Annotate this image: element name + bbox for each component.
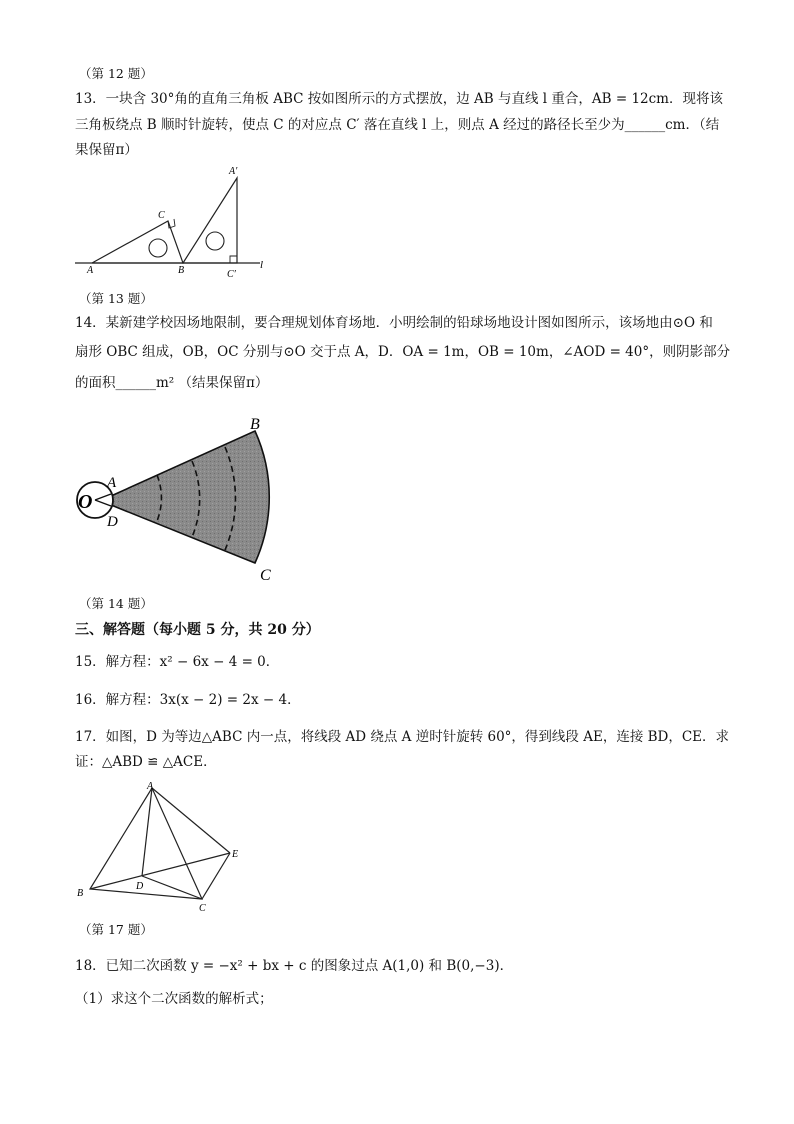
shaded-sector [111,431,269,563]
segment-ce [202,853,230,899]
caption-q14: （第 14 题） [79,596,153,611]
q14-text-line2: 扇形 OBC 组成，OB，OC 分别与⊙O 交于点 A，D．OA = 1m，OB = 10m，∠AOD = 40°，则阴影部分 [75,344,731,360]
q15-text: 15．解方程：x² − 6x − 4 = 0． [75,654,280,670]
triangle-a2bc2 [183,178,237,263]
q17-figure [72,778,252,914]
label-a-prime: A′ [229,166,238,177]
label-b: B [178,265,185,276]
q14-text-line1: 14．某新建学校因场地限制，要合理规划体育场地．小明绘制的铅球场地设计图如图所示，该场地由⊙O 和 [75,315,713,331]
q14-text-line3: 的面积______m² （结果保留π） [75,375,269,391]
right-angle-c2 [230,256,237,263]
caption-q13: （第 13 题） [79,291,153,306]
section-3-heading: 三、解答题（每小题 5 分，共 20 分） [75,622,320,638]
segment-ae [152,788,230,853]
q13-figure [72,162,277,280]
hole-a2bc2 [206,232,224,250]
label-d: D [136,881,144,892]
label-a: A [87,265,94,276]
q13-text-line2: 三角板绕点 B 顺时针旋转，使点 C 的对应点 C′ 落在直线 l 上，则点 A 经过的路径长至少为______cm．（结 [75,117,720,133]
label-e: E [232,849,239,860]
label-c-prime: C′ [227,269,236,280]
q13-text-line1: 13．一块含 30°角的直角三角板 ABC 按如图所示的方式摆放，边 AB 与直线 l 重合，AB = 12cm．现将该 [75,91,723,107]
hole-abc [149,239,167,257]
q14-figure [70,405,288,590]
label-c: C [158,210,165,221]
segment-be [90,853,230,889]
q13-text-line3: 果保留π） [75,142,138,158]
label-b: B [77,888,84,899]
label-c: C [199,903,206,914]
label-o: O [78,491,93,513]
label-d: D [107,514,118,530]
label-a: A [107,475,117,491]
label-l: l [260,259,264,271]
label-c: C [260,567,271,584]
q18-text-line2: （1）求这个二次函数的解析式； [75,991,273,1007]
label-a: A [147,781,154,792]
q16-text: 16．解方程：3x(x − 2) = 2x − 4． [75,692,301,708]
label-b: B [250,416,260,433]
q18-text-line1: 18．已知二次函数 y = −x² + bx + c 的图象过点 A(1,0) 和 B(0,−3)． [75,958,514,974]
caption-q12: （第 12 题） [79,66,153,81]
q17-text-line1: 17．如图，D 为等边△ABC 内一点，将线段 AD 绕点 A 逆时针旋转 60°，得到线段 AE，连接 BD，CE．求 [75,729,730,745]
q17-text-line2: 证：△ABD ≌ △ACE． [75,754,217,770]
caption-q17: （第 17 题） [79,922,153,937]
